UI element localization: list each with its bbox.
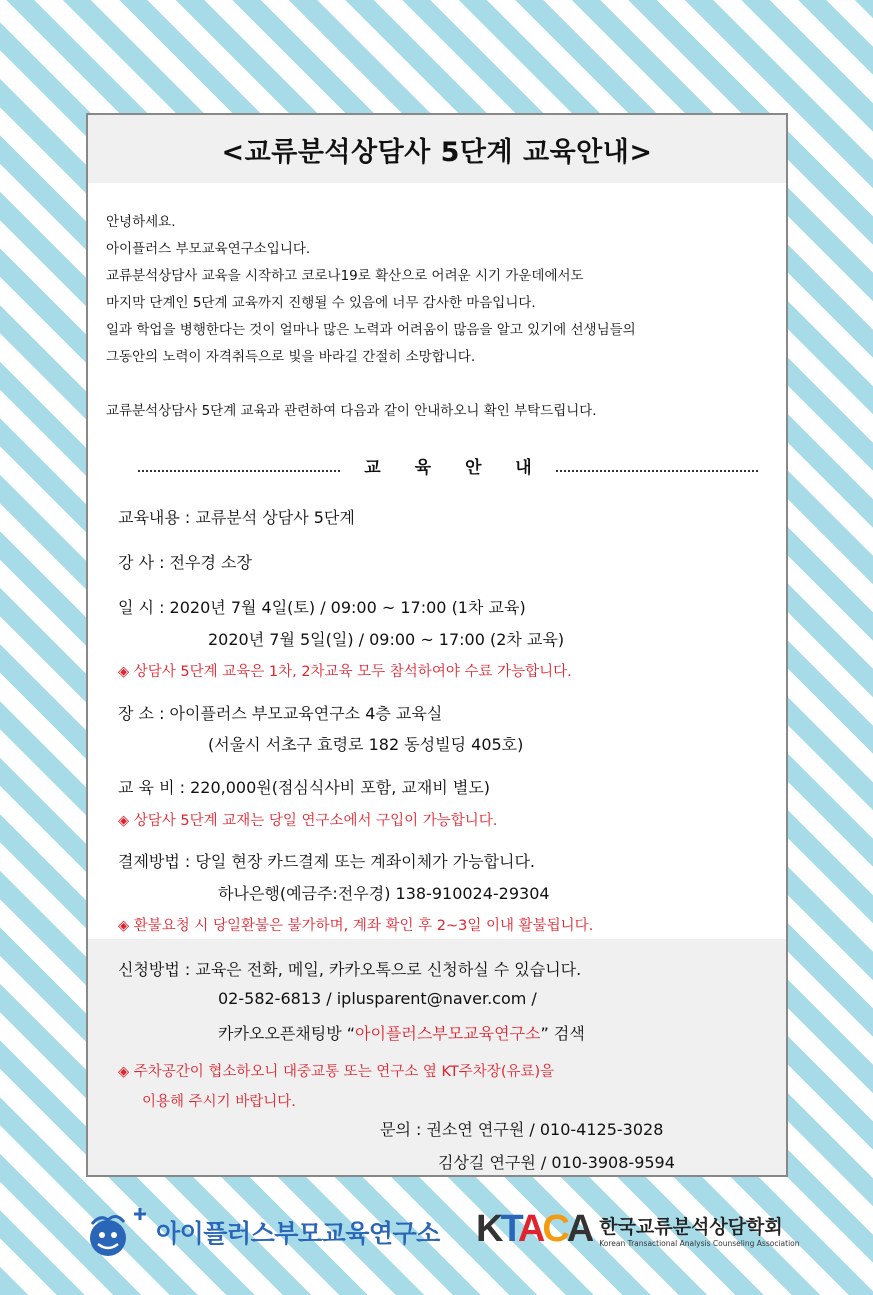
intro-line: 아이플러스 부모교육연구소입니다. [106,241,311,257]
divider-dots-left [138,460,340,472]
intro-line: 일과 학업을 병행한다는 것이 얼마나 많은 노력과 어려움이 많음을 알고 있기에 선생님들의 [106,322,636,338]
contact-2: 김상길 연구원 / 010-3908-9594 [438,1153,675,1172]
intro-text [106,209,636,425]
ktaca-name-en: Korean Transactional Analysis Counseling Association [599,1238,800,1248]
detail-content: 교육내용 : 교류분석 상담사 5단계 [118,508,355,527]
ktaca-name [599,1212,799,1248]
detail-payment-2: 하나은행(예금주:전우경) 138-910024-29304 [218,884,550,903]
detail-fee: 교 육 비 : 220,000원(점심식사비 포함, 교재비 별도) [118,778,491,797]
ktaca-letter-a2: A [566,1208,592,1250]
iplus-logo-text: 아이플러스부모교육연구소 [156,1219,440,1248]
intro-line: 안녕하세요. [106,214,176,230]
intro-line: 마지막 단계인 5단계 교육까지 진행될 수 있음에 너무 감사한 마음입니다. [106,295,536,311]
footer [0,1190,873,1270]
section-title: 교 육 안 내 [364,458,546,478]
note-parking-2: 이용해 주시기 바랍니다. [142,1094,296,1110]
ktaca-mark [476,1208,591,1251]
page-title: <교류분석상담사 5단계 교육안내> [221,136,653,168]
detail-place-1: 장 소 : 아이플러스 부모교육연구소 4층 교육실 [118,704,443,723]
detail-apply-3 [218,1021,585,1044]
ktaca-letter-k: K [476,1208,501,1250]
note-refund: ◈ 환불요청 시 당일환불은 불가하며, 계좌 확인 후 2~3일 이내 활불됩니다. [118,918,594,934]
intro-line: 교류분석상담사 5단계 교육과 관련하여 다음과 같이 안내하오니 확인 부탁드립니다. [106,403,597,419]
section-divider [138,453,758,478]
divider-dots-right [556,460,758,472]
ktaca-letter-c: C [542,1208,567,1250]
intro-line [106,371,636,398]
ktaca-letter-t: T [500,1208,518,1250]
detail-date-2: 2020년 7월 5일(일) / 09:00 ~ 17:00 (2차 교육) [208,630,565,649]
notice-card [86,113,788,1177]
detail-apply-2: 02-582-6813 / iplusparent@naver.com / [218,989,537,1008]
detail-place-2: (서울시 서초구 효령로 182 동성빌딩 405호) [208,735,524,754]
apply-3-highlight: 아이플러스부모교육연구소 [355,1024,541,1043]
iplus-face-icon [80,1206,150,1258]
detail-instructor: 강 사 : 전우경 소장 [118,553,252,572]
contact-1: 문의 : 권소연 연구원 / 010-4125-3028 [380,1120,664,1139]
title-bar [88,115,786,183]
iplus-logo [80,1206,440,1258]
intro-line: 그동안의 노력이 자격취득으로 빛을 바라길 간절히 소망합니다. [106,349,476,365]
note-attendance: ◈ 상담사 5단계 교육은 1차, 2차교육 모두 참석하여야 수료 가능합니다. [118,664,572,680]
detail-date-1: 일 시 : 2020년 7월 4일(토) / 09:00 ~ 17:00 (1차 교육) [118,598,526,617]
detail-payment-1: 결제방법 : 당일 현장 카드결제 또는 계좌이체가 가능합니다. [118,852,536,871]
intro-line: 교류분석상담사 교육을 시작하고 코로나19로 확산으로 어려운 시기 가운데에서도 [106,268,584,284]
apply-3-pre: 카카오오픈채팅방 “ [218,1024,356,1043]
ktaca-name-ko: 한국교류분석상담학회 [599,1215,783,1238]
note-parking-1: ◈ 주차공간이 협소하오니 대중교통 또는 연구소 옆 KT주차장(유료)을 [118,1064,555,1080]
note-textbook: ◈ 상담사 5단계 교재는 당일 연구소에서 구입이 가능합니다. [118,813,498,829]
ktaca-letter-a: A [517,1208,543,1250]
detail-apply-1: 신청방법 : 교육은 전화, 메일, 카카오톡으로 신청하실 수 있습니다. [118,960,582,979]
apply-3-post: ” 검색 [540,1024,585,1043]
ktaca-logo [476,1208,800,1251]
